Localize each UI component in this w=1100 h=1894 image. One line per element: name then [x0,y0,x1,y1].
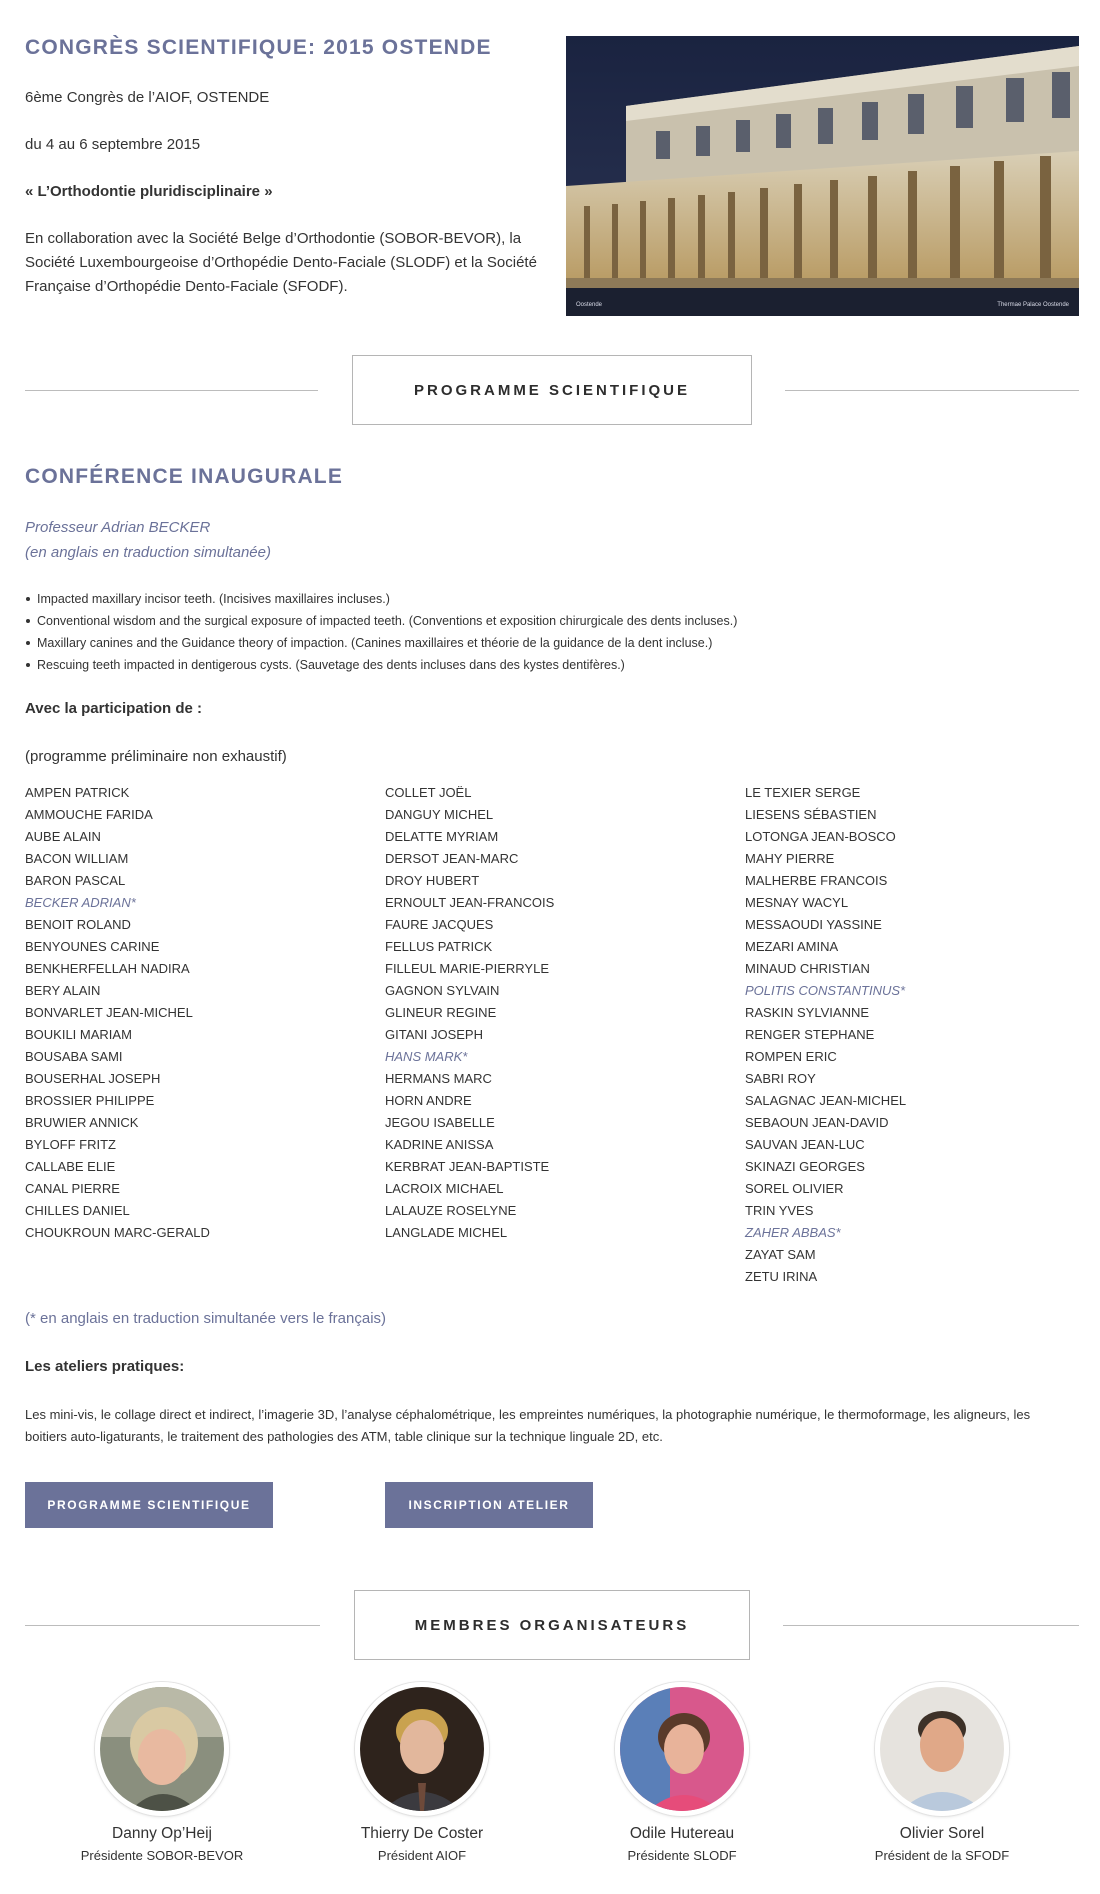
member-name: Danny Op’Heij [112,1825,212,1842]
participant-name: BACON WILLIAM [25,851,129,866]
divider-line-left [25,1625,320,1626]
conference-topics [25,588,737,676]
participant-name: SALAGNAC JEAN-MICHEL [745,1093,907,1108]
participant-name: BONVARLET JEAN-MICHEL [25,1005,193,1020]
participant-name: BROSSIER PHILIPPE [25,1093,155,1108]
participant-name: RENGER STEPHANE [745,1027,875,1042]
image-caption-right: Thermae Palace Oostende [997,302,1069,308]
participant-name: SEBAOUN JEAN-DAVID [745,1115,889,1130]
ateliers-description: Les mini-vis, le collage direct et indirect, l’imagerie 3D, l’analyse céphalométrique, les empreintes numériques, la photographie numérique, le thermoformage, les aligneurs, les boitiers auto-ligaturants, le traitement des pathologies des ATM, table clinique sur la technique linguale 2D, etc. [25,1407,1031,1444]
participant-column-1 [25,782,365,1244]
participant-name: ERNOULT JEAN-FRANCOIS [385,895,555,910]
speaker-name: Professeur Adrian BECKER [25,519,211,536]
participant-name: POLITIS CONSTANTINUS* [745,983,906,998]
avatar-illustration [620,1687,744,1811]
participant-name: BENOIT ROLAND [25,917,131,932]
participant-name: JEGOU ISABELLE [385,1115,495,1130]
participant-name: BRUWIER ANNICK [25,1115,139,1130]
thermae-palace-image [566,36,1079,316]
participant-name: CALLABE ELIE [25,1159,116,1174]
member-photo [615,1682,749,1816]
participant-name: CANAL PIERRE [25,1181,120,1196]
member-photo [875,1682,1009,1816]
member-card [572,1682,792,1863]
programme-heading-box: PROGRAMME SCIENTIFIQUE [352,355,752,425]
intro-congress-line: 6ème Congrès de l’AIOF, OSTENDE [25,89,270,106]
participant-name: COLLET JOËL [385,785,472,800]
participant-name: BENKHERFELLAH NADIRA [25,961,190,976]
participant-name: DELATTE MYRIAM [385,829,499,844]
members-heading-box: MEMBRES ORGANISATEURS [354,1590,750,1660]
participant-name: LE TEXIER SERGE [745,785,861,800]
intro-text [25,36,545,322]
participant-name: SKINAZI GEORGES [745,1159,865,1174]
participant-name: MALHERBE FRANCOIS [745,873,888,888]
conference-speaker [25,515,271,565]
conference-title: CONFÉRENCE INAUGURALE [25,465,344,488]
image-caption-left: Oostende [576,302,603,308]
intro-section [25,0,1079,330]
participant-name: DANGUY MICHEL [385,807,494,822]
intro-collaboration: En collaboration avec la Société Belge d’Orthodontie (SOBOR-BEVOR), la Société Luxembourgeoise d’Orthopédie Dento-Faciale (SLODF) et la Société Française d’Orthopédie Dento-Faciale (SFODF). [25,230,537,295]
participation-heading: Avec la participation de : [25,700,202,717]
member-card [52,1682,272,1863]
translation-footnote: (* en anglais en traduction simultanée vers le français) [25,1310,387,1327]
participant-name: GLINEUR REGINE [385,1005,497,1020]
participant-name: CHILLES DANIEL [25,1203,130,1218]
participant-name: BOUSABA SAMI [25,1049,123,1064]
avatar-illustration [100,1687,224,1811]
member-role: Président AIOF [377,1848,467,1863]
member-name: Olivier Sorel [899,1825,985,1842]
participant-name: MINAUD CHRISTIAN [745,961,870,976]
members-section [25,1682,1079,1882]
member-card [312,1682,532,1863]
member-photo [355,1682,489,1816]
participant-name: BECKER ADRIAN* [25,895,136,910]
member-name: Odile Hutereau [629,1825,735,1842]
intro-theme: « L’Orthodontie pluridisciplinaire » [25,183,273,200]
participant-name: TRIN YVES [745,1203,814,1218]
participant-name: ZAYAT SAM [745,1247,816,1262]
participant-name: LOTONGA JEAN-BOSCO [745,829,896,844]
building-illustration [566,36,1079,316]
participant-column-2 [385,782,725,1244]
participant-name: FELLUS PATRICK [385,939,493,954]
avatar-illustration [360,1687,484,1811]
inscription-atelier-button[interactable]: INSCRIPTION ATELIER [385,1482,593,1528]
participation-subheading: (programme préliminaire non exhaustif) [25,748,287,765]
participant-name: LALAUZE ROSELYNE [385,1203,517,1218]
participant-name: HANS MARK* [385,1049,468,1064]
topic-item: Conventional wisdom and the surgical exposure of impacted teeth. (Conventions et exposition chirurgicale des dents incluses.) [25,610,737,632]
participant-name: HERMANS MARC [385,1071,492,1086]
topic-item: Maxillary canines and the Guidance theory of impaction. (Canines maxillaires et théorie de la guidance de la dent incluse.) [25,632,737,654]
participant-name: MESSAOUDI YASSINE [745,917,882,932]
participant-name: ZAHER ABBAS* [745,1225,841,1240]
participant-name: SABRI ROY [745,1071,816,1086]
member-role: Présidente SOBOR-BEVOR [80,1848,244,1863]
participant-name: GAGNON SYLVAIN [385,983,500,998]
participant-name: MESNAY WACYL [745,895,849,910]
avatar-illustration [880,1687,1004,1811]
participant-column-3 [745,782,1085,1288]
participant-name: SAUVAN JEAN-LUC [745,1137,865,1152]
member-role: Président de la SFODF [874,1848,1010,1863]
programme-scientifique-button[interactable]: PROGRAMME SCIENTIFIQUE [25,1482,273,1528]
divider-line-left [25,390,318,391]
participant-name: AMPEN PATRICK [25,785,130,800]
participant-name: AMMOUCHE FARIDA [25,807,153,822]
participant-name: ZETU IRINA [745,1269,818,1284]
topic-item: Rescuing teeth impacted in dentigerous cysts. (Sauvetage des dents incluses dans des kystes dentifères.) [25,654,737,676]
participant-name: DROY HUBERT [385,873,480,888]
participant-name: LANGLADE MICHEL [385,1225,508,1240]
speaker-note: (en anglais en traduction simultanée) [25,544,271,561]
participant-name: KADRINE ANISSA [385,1137,494,1152]
participant-name: LIESENS SÉBASTIEN [745,807,877,822]
divider-line-right [785,390,1079,391]
member-card [832,1682,1052,1863]
participant-name: BARON PASCAL [25,873,126,888]
participant-name: BYLOFF FRITZ [25,1137,116,1152]
participant-name: FILLEUL MARIE-PIERRYLE [385,961,549,976]
participant-name: BOUSERHAL JOSEPH [25,1071,161,1086]
participant-name: SOREL OLIVIER [745,1181,844,1196]
participant-name: CHOUKROUN MARC-GERALD [25,1225,210,1240]
participant-name: GITANI JOSEPH [385,1027,483,1042]
participant-name: LACROIX MICHAEL [385,1181,504,1196]
participant-name: ROMPEN ERIC [745,1049,837,1064]
page-title: CONGRÈS SCIENTIFIQUE: 2015 OSTENDE [25,36,492,59]
topic-item: Impacted maxillary incisor teeth. (Incisives maxillaires incluses.) [25,588,737,610]
participant-name: MEZARI AMINA [745,939,839,954]
programme-divider [25,355,1079,425]
member-photo [95,1682,229,1816]
participant-name: BENYOUNES CARINE [25,939,160,954]
divider-line-right [783,1625,1079,1626]
participant-name: BERY ALAIN [25,983,101,998]
intro-dates: du 4 au 6 septembre 2015 [25,136,201,153]
ateliers-heading: Les ateliers pratiques: [25,1358,185,1375]
participant-name: AUBE ALAIN [25,829,101,844]
participant-name: FAURE JACQUES [385,917,494,932]
participant-name: BOUKILI MARIAM [25,1027,132,1042]
participant-name: KERBRAT JEAN-BAPTISTE [385,1159,550,1174]
participant-name: MAHY PIERRE [745,851,835,866]
participant-name: RASKIN SYLVIANNE [745,1005,870,1020]
participant-name: HORN ANDRE [385,1093,472,1108]
member-role: Présidente SLODF [627,1848,737,1863]
participant-name: DERSOT JEAN-MARC [385,851,519,866]
member-name: Thierry De Coster [360,1825,484,1842]
members-divider [25,1590,1079,1660]
